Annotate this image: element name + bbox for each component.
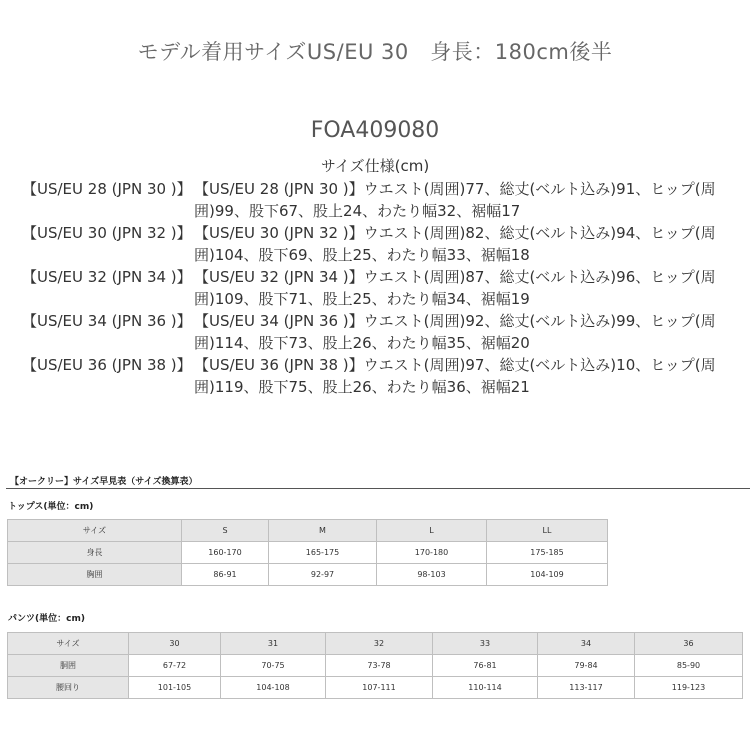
product-code: FOA409080 <box>310 118 440 143</box>
header-cell: 36 <box>635 633 743 655</box>
header-cell: サイズ <box>8 633 129 655</box>
spec-size-key: 【US/EU 36 (JPN 38 )】 <box>22 356 192 374</box>
table-row <box>8 542 608 564</box>
size-chart-title: 【オークリー】サイズ早見表（サイズ換算表） <box>10 477 198 487</box>
table-cell: 104-108 <box>221 677 326 699</box>
table-cell: 165-175 <box>269 542 377 564</box>
spec-size-detail: 【US/EU 34 (JPN 36 )】ウエスト(周囲)92、総丈(ベルト込み)99、ヒップ(周囲)114、股下73、股上26、わたり幅35、裾幅20 <box>194 312 716 352</box>
table-cell: 76-81 <box>433 655 538 677</box>
table-row <box>8 564 608 586</box>
table-header-row <box>8 520 608 542</box>
header-cell: 32 <box>326 633 433 655</box>
header-cell: M <box>269 520 377 542</box>
spec-size-key: 【US/EU 34 (JPN 36 )】 <box>22 312 192 330</box>
pants-table-title: パンツ(単位：cm) <box>8 614 85 624</box>
size-chart-divider <box>6 488 750 489</box>
header-cell: L <box>377 520 487 542</box>
table-cell: 79-84 <box>538 655 635 677</box>
table-cell: 160-170 <box>182 542 269 564</box>
header-cell: 34 <box>538 633 635 655</box>
row-label: 腰回り <box>8 677 129 699</box>
table-row <box>8 655 743 677</box>
header-cell: サイズ <box>8 520 182 542</box>
table-cell: 113-117 <box>538 677 635 699</box>
table-cell: 86-91 <box>182 564 269 586</box>
table-cell: 107-111 <box>326 677 433 699</box>
header-cell: 33 <box>433 633 538 655</box>
table-cell: 73-78 <box>326 655 433 677</box>
row-label: 胴囲 <box>8 655 129 677</box>
table-cell: 92-97 <box>269 564 377 586</box>
spec-size-key: 【US/EU 32 (JPN 34 )】 <box>22 268 192 286</box>
table-cell: 110-114 <box>433 677 538 699</box>
table-cell: 104-109 <box>487 564 608 586</box>
spec-title: サイズ仕様(cm) <box>320 157 430 175</box>
header-cell: 30 <box>129 633 221 655</box>
spec-size-detail: 【US/EU 28 (JPN 30 )】ウエスト(周囲)77、総丈(ベルト込み)91、ヒップ(周囲)99、股下67、股上24、わたり幅32、裾幅17 <box>194 180 716 220</box>
table-cell: 119-123 <box>635 677 743 699</box>
table-cell: 98-103 <box>377 564 487 586</box>
table-row <box>8 677 743 699</box>
model-info: モデル着用サイズUS/EU 30 身長：180cm後半 <box>137 40 613 64</box>
table-cell: 85-90 <box>635 655 743 677</box>
row-label: 胸囲 <box>8 564 182 586</box>
spec-size-key: 【US/EU 28 (JPN 30 )】 <box>22 180 192 198</box>
spec-size-detail: 【US/EU 32 (JPN 34 )】ウエスト(周囲)87、総丈(ベルト込み)96、ヒップ(周囲)109、股下71、股上25、わたり幅34、裾幅19 <box>194 268 716 308</box>
tops-size-table <box>7 519 608 586</box>
spec-size-detail: 【US/EU 36 (JPN 38 )】ウエスト(周囲)97、総丈(ベルト込み)10、ヒップ(周囲)119、股下75、股上26、わたり幅36、裾幅21 <box>194 356 716 396</box>
header-cell: 31 <box>221 633 326 655</box>
pants-size-table <box>7 632 743 699</box>
tops-table-title: トップス(単位：cm) <box>8 502 94 512</box>
table-cell: 67-72 <box>129 655 221 677</box>
row-label: 身長 <box>8 542 182 564</box>
table-cell: 101-105 <box>129 677 221 699</box>
spec-size-key: 【US/EU 30 (JPN 32 )】 <box>22 224 192 242</box>
table-header-row <box>8 633 743 655</box>
table-cell: 70-75 <box>221 655 326 677</box>
header-cell: LL <box>487 520 608 542</box>
table-cell: 170-180 <box>377 542 487 564</box>
header-cell: S <box>182 520 269 542</box>
table-cell: 175-185 <box>487 542 608 564</box>
spec-size-detail: 【US/EU 30 (JPN 32 )】ウエスト(周囲)82、総丈(ベルト込み)94、ヒップ(周囲)104、股下69、股上25、わたり幅33、裾幅18 <box>194 224 716 264</box>
